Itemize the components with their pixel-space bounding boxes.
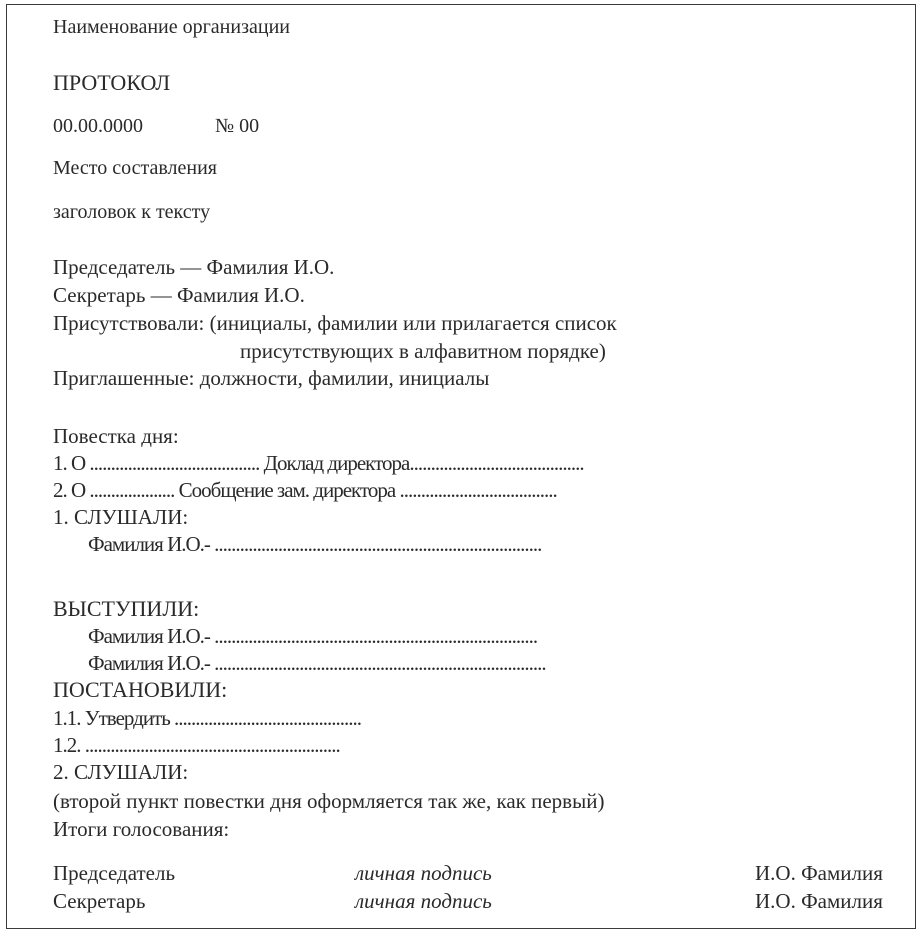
resolved-item-1: 1.1. Утвердить ............................................ <box>53 706 362 730</box>
present-line-1: Присутствовали: (инициалы, фамилии или прилагается список <box>53 311 617 335</box>
spoke-speaker-1: Фамилия И.О.- ............................................................................ <box>88 624 538 648</box>
signature-secretary: личная подпись <box>355 889 492 913</box>
document-number: № 00 <box>215 115 260 137</box>
place-of-compilation: Место составления <box>53 157 218 179</box>
agenda-item-2: 2. О .................... Сообщение зам. директора ..................................... <box>53 478 557 502</box>
agenda-title: Повестка дня: <box>53 424 179 448</box>
signature-chairman: личная подпись <box>355 861 492 885</box>
signature-name-secretary: И.О. Фамилия <box>755 889 883 913</box>
secretary-line: Секретарь — Фамилия И.О. <box>53 283 305 307</box>
document-date: 00.00.0000 <box>53 115 143 137</box>
agenda-item-1: 1. О ........................................ Доклад директора......................................... <box>53 451 584 475</box>
document-type: ПРОТОКОЛ <box>53 70 171 95</box>
resolved-title: ПОСТАНОВИЛИ: <box>53 677 228 702</box>
second-item-note: (второй пункт повестки дня оформляется так же, как первый) <box>53 789 605 813</box>
heard-1-title: 1. СЛУШАЛИ: <box>53 505 189 529</box>
chairman-line: Председатель — Фамилия И.О. <box>53 255 335 279</box>
text-heading: заголовок к тексту <box>53 201 211 223</box>
organization-name: Наименование организации <box>53 16 290 38</box>
heard-2-title: 2. СЛУШАЛИ: <box>53 760 189 784</box>
signature-role-secretary: Секретарь <box>53 889 146 913</box>
signature-name-chairman: И.О. Фамилия <box>755 861 883 885</box>
spoke-speaker-2: Фамилия И.О.- .............................................................................. <box>88 651 546 675</box>
vote-results: Итоги голосования: <box>53 817 230 841</box>
spoke-title: ВЫСТУПИЛИ: <box>53 596 200 621</box>
signature-role-chairman: Председатель <box>53 861 176 885</box>
resolved-item-2: 1.2. ............................................................ <box>53 733 340 757</box>
present-line-2: присутствующих в алфавитном порядке) <box>240 339 606 363</box>
heard-1-speaker: Фамилия И.О.- ............................................................................. <box>88 532 542 556</box>
invited-line: Приглашенные: должности, фамилии, инициалы <box>53 366 490 390</box>
